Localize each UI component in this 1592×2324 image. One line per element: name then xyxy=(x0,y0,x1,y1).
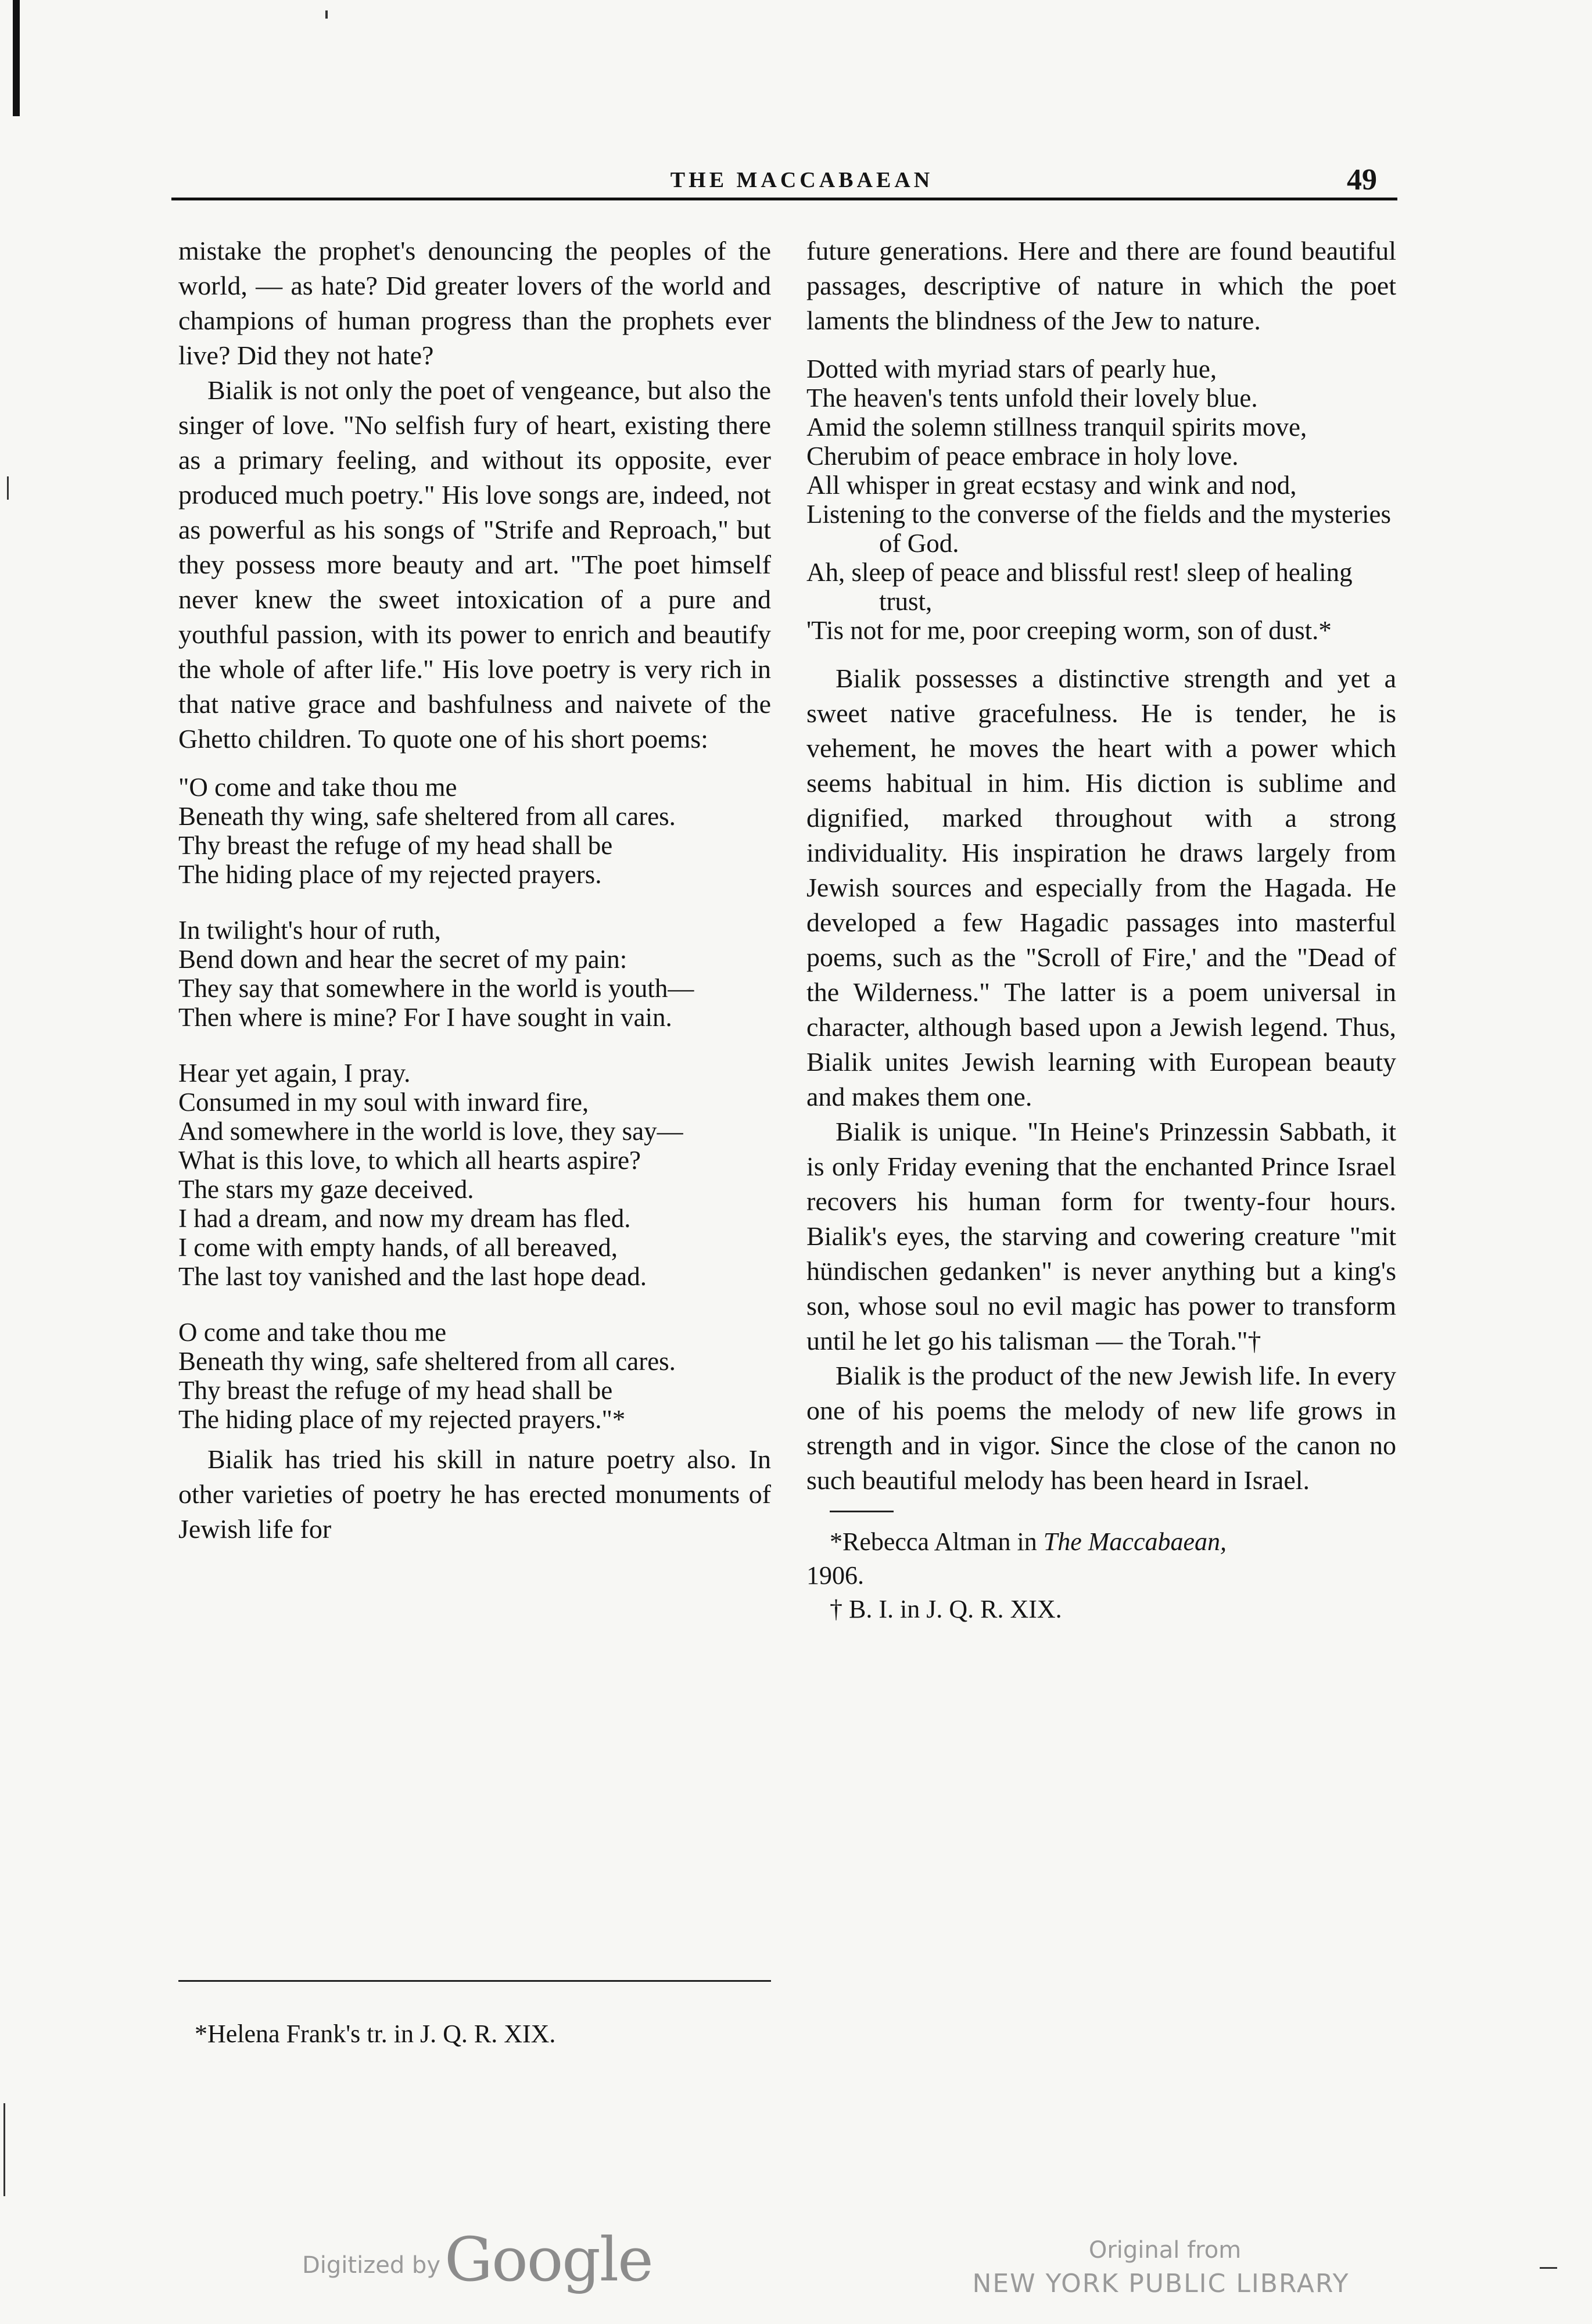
page-number: 49 xyxy=(1347,163,1377,196)
poem-line: They say that somewhere in the world is youth— xyxy=(178,974,694,1003)
right-paragraph-3: Bialik is unique. "In Heine's Prinzessin Sabbath, it is only Friday evening that the enchanted Prince Israel recovers his human form for twenty-four hours. Bialik's eyes, the starving and cowering creature "mit hündischen gedanken" is never anything but a king's son, whose soul no evil magic has power to transform until he let go his talisman — the Torah."† xyxy=(806,1117,1396,1355)
left-footnote: *Helena Frank's tr. in J. Q. R. XIX. xyxy=(195,2020,556,2048)
scan-speck xyxy=(1540,2267,1557,2269)
footnote-rule xyxy=(178,1980,771,1982)
poem-line: The hiding place of my rejected prayers."* xyxy=(178,1405,626,1434)
poem-stanza-4 xyxy=(178,1318,771,1434)
right-paragraph-2: Bialik possesses a distinctive strength and yet a sweet native gracefulness. He is tender, he is vehement, he moves the heart with a power which seems habitual in him. His diction is sublime and dignified, marked throughout with a strong individuality. His inspiration he draws largely from Jewish sources and especially from the Hagada. He developed a few Hagadic passages into masterful poems, such as the "Scroll of Fire,' and the "Dead of the Wilderness." The latter is a poem universal in character, although based upon a Jewish legend. Thus, Bialik unites Jewish learning with European beauty and makes them one. xyxy=(806,664,1396,1111)
left-paragraph-1: mistake the prophet's denouncing the peoples of the world, — as hate? Did greater lovers of the world and champions of human progress than the prophets ever live? Did they not hate? xyxy=(178,236,771,370)
poem-stanza-2 xyxy=(178,916,771,1032)
right-paragraph-1: future generations. Here and there are found beautiful passages, descriptive of nature in which the poet laments the blindness of the Jew to nature. xyxy=(806,236,1396,335)
poem-line: 'Tis not for me, poor creeping worm, son of dust.* xyxy=(806,616,1332,645)
right-paragraph-4: Bialik is the product of the new Jewish life. In every one of his poems the melody of new life grows in strength and in vigor. Since the close of the canon no such beautiful melody has been heard in Israel. xyxy=(806,1361,1396,1495)
right-column xyxy=(806,234,1396,1626)
scan-edge-mark xyxy=(13,0,20,116)
left-paragraph-3: Bialik has tried his skill in nature poetry also. In other varieties of poetry he has erected monuments of Jewish life for xyxy=(178,1444,771,1544)
right-footnote-2: † B. I. in J. Q. R. XIX. xyxy=(830,1595,1062,1623)
poem-line: I come with empty hands, of all bereaved, xyxy=(178,1233,618,1262)
right-footnote-1 xyxy=(806,1525,1396,1559)
scan-speck xyxy=(325,10,328,19)
poem-line: Consumed in my soul with inward fire, xyxy=(178,1088,589,1117)
footnote-rule xyxy=(830,1511,894,1512)
poem-line: Thy breast the refuge of my head shall be xyxy=(178,831,613,860)
poem-stanza-1 xyxy=(178,773,771,889)
poem-line: The stars my gaze deceived. xyxy=(178,1175,474,1204)
poem-line: "O come and take thou me xyxy=(178,773,457,802)
footnote-text: *Rebecca Altman in xyxy=(830,1527,1044,1556)
poem-line: In twilight's hour of ruth, xyxy=(178,916,441,945)
love-poem xyxy=(178,773,771,1434)
poem-line: What is this love, to which all hearts aspire? xyxy=(178,1146,641,1175)
original-from-label: Original from xyxy=(1088,2237,1242,2264)
library-name: NEW YORK PUBLIC LIBRARY xyxy=(972,2269,1350,2298)
footnote-year: 1906. xyxy=(806,1561,864,1590)
google-logo: Google xyxy=(444,2224,652,2295)
poem-line: Ah, sleep of peace and blissful rest! sleep of healing trust, xyxy=(806,558,1353,616)
left-column xyxy=(178,234,771,1547)
poem-line: Bend down and hear the secret of my pain: xyxy=(178,945,628,974)
footnote-source: The Maccabaean, xyxy=(1043,1527,1227,1556)
scan-speck xyxy=(3,2103,5,2196)
poem-line: Thy breast the refuge of my head shall be xyxy=(178,1376,613,1405)
poem-line: Then where is mine? For I have sought in vain. xyxy=(178,1003,672,1032)
poem-line: Beneath thy wing, safe sheltered from all cares. xyxy=(178,1347,676,1376)
poem-line: Dotted with myriad stars of pearly hue, xyxy=(806,354,1217,383)
poem-line: Hear yet again, I pray. xyxy=(178,1059,411,1088)
poem-line: The heaven's tents unfold their lovely blue. xyxy=(806,383,1258,413)
poem-line: The last toy vanished and the last hope dead. xyxy=(178,1262,647,1291)
poem-line: O come and take thou me xyxy=(178,1318,447,1347)
poem-line: All whisper in great ecstasy and wink and nod, xyxy=(806,471,1297,500)
poem-line: And somewhere in the world is love, they say— xyxy=(178,1117,683,1146)
journal-title: THE MACCABAEAN xyxy=(670,168,934,192)
poem-line: Cherubim of peace embrace in holy love. xyxy=(806,442,1239,471)
poem-line: I had a dream, and now my dream has fled. xyxy=(178,1204,631,1233)
poem-line: Listening to the converse of the fields and the mysteries of God. xyxy=(806,500,1391,558)
poem-line: Beneath thy wing, safe sheltered from all cares. xyxy=(178,802,676,831)
header-rule xyxy=(171,198,1397,200)
left-paragraph-2: Bialik is not only the poet of vengeance, but also the singer of love. "No selfish fury of heart, existing there as a primary feeling, and without its opposite, ever produced much poetry." His love songs are, indeed, not as powerful as his songs of "Strife and Reproach," but they possess more beauty and art. "The poet himself never knew the sweet intoxication of a pure and youthful passion, with its power to enrich and beautify the whole of after life." His love poetry is very rich in that native grace and bashfulness and naivete of the Ghetto children. To quote one of his short poems: xyxy=(178,375,771,754)
poem-stanza-3 xyxy=(178,1059,771,1291)
poem-line: Amid the solemn stillness tranquil spirits move, xyxy=(806,413,1307,442)
nature-poem xyxy=(806,354,1396,645)
scan-speck xyxy=(7,476,9,500)
poem-line: The hiding place of my rejected prayers. xyxy=(178,860,602,889)
digitized-by-label: Digitized by xyxy=(302,2252,440,2279)
